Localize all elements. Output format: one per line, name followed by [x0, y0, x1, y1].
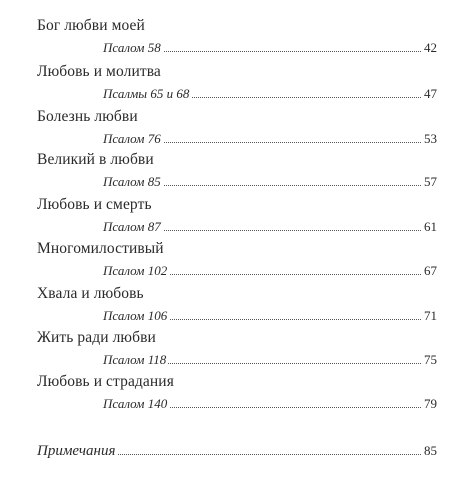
- chapter-title: Бог любви моей: [37, 17, 145, 34]
- toc-line: [103, 262, 437, 280]
- toc-line: [103, 218, 437, 236]
- psalm-label: Псалом 140: [103, 396, 168, 411]
- page-number: 47: [421, 85, 437, 103]
- psalm-label: Псалмы 65 и 68: [103, 86, 190, 101]
- psalm-label: Псалом 85: [103, 174, 161, 189]
- chapter-title: Любовь и страдания: [37, 373, 174, 390]
- notes-entry: [37, 442, 437, 460]
- page-number: 67: [421, 262, 437, 280]
- psalm-label: Псалом 106: [103, 308, 168, 323]
- page-number: 61: [421, 218, 437, 236]
- toc-line: [103, 85, 437, 103]
- page-number: 79: [421, 395, 437, 413]
- chapter-title: Любовь и молитва: [37, 63, 161, 80]
- chapter-title: Великий в любви: [37, 151, 154, 168]
- page-number: 53: [421, 130, 437, 148]
- psalm-label: Псалом 87: [103, 219, 161, 234]
- toc-line: [103, 130, 437, 148]
- chapter-title: Любовь и смерть: [37, 196, 152, 213]
- toc-line: [103, 307, 437, 325]
- toc-line: [103, 173, 437, 191]
- psalm-label: Псалом 102: [103, 263, 168, 278]
- page-number: 85: [421, 442, 437, 460]
- chapter-title: Хвала и любовь: [37, 285, 144, 302]
- notes-label: Примечания: [37, 443, 116, 459]
- psalm-label: Псалом 58: [103, 40, 161, 55]
- chapter-title: Болезнь любви: [37, 108, 138, 125]
- page-number: 57: [421, 173, 437, 191]
- psalm-label: Псалом 118: [103, 352, 167, 367]
- toc-line: [103, 395, 437, 413]
- page-number: 42: [421, 39, 437, 57]
- chapter-title: Жить ради любви: [37, 329, 156, 346]
- psalm-label: Псалом 76: [103, 131, 161, 146]
- toc-line: [103, 351, 437, 369]
- page-number: 71: [421, 307, 437, 325]
- page-number: 75: [421, 351, 437, 369]
- chapter-title: Многомилостивый: [37, 240, 164, 257]
- toc-line: [103, 39, 437, 57]
